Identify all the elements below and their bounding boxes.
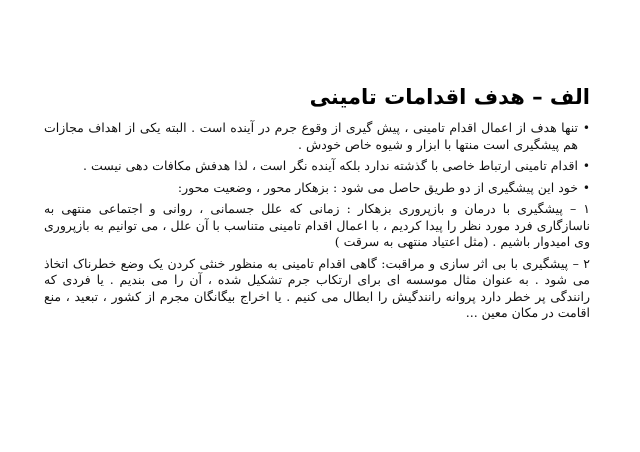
bullet-icon: • xyxy=(582,159,590,173)
slide-content xyxy=(44,84,590,327)
bullet-text-3: خود این پیشگیری از دو طریق حاصل می شود : بزهکار محور ، وضعیت محور: xyxy=(177,179,578,195)
bullet-icon: • xyxy=(582,180,590,195)
bullet-item-3 xyxy=(44,180,590,197)
bullet-item-2 xyxy=(44,158,590,175)
bullet-item-1 xyxy=(44,120,590,153)
paragraph-rehabilitation: ۱ – پیشگیری با درمان و بازپروری بزهکار : زمانی که علل جسمانی ، روانی و اجتماعی منتهی به ناسازگاری فرد مورد نظر را پیدا کردیم ، با اعمال اقدام تامینی متناسب با آن علل ، می توانیم به بازپروری وی امیدوار باشیم . (مثل اعتیاد منتهی به سرقت ) xyxy=(44,201,590,249)
bullet-icon: • xyxy=(582,121,590,135)
slide-title: الف – هدف اقدامات تامینی xyxy=(309,85,590,109)
paragraph-neutralization: ۲ – پیشگیری با بی اثر سازی و مراقبت: گاهی اقدام تامینی به منظور خنثی کردن یک وضع خطرناک اتخاذ می شود . به عنوان مثال موسسه ای برای ارتکاب جرم تشکیل شده ، آن را می بندیم . یا فردی که رانندگی پر خطر دارد پروانه رانندگیش را ابطال می کنیم . یا اخراج بیگانگان مجرم از کشور ، تبعید ، منع اقامت در مکان معین ... xyxy=(44,255,590,320)
bullet-text-2: اقدام تامینی ارتباط خاصی با گذشته ندارد بلکه آینده نگر است ، لذا هدفش مکافات دهی نیست . xyxy=(83,158,578,173)
bullet-text-1: تنها هدف از اعمال اقدام تامینی ، پیش گیری از وقوع جرم در آینده است . البته یکی از اهداف مجازات هم پیشگیری است منتها با ابزار و شیوه خاص خودش . xyxy=(44,120,578,152)
